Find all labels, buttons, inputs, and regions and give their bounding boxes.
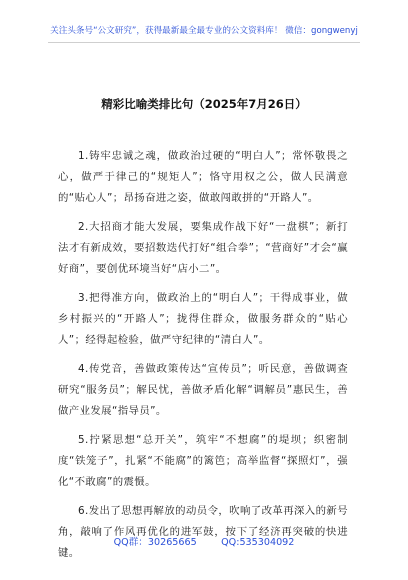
- paragraph-1: 1.铸牢忠诚之魂，做政治过硬的“明白人”；常怀敬畏之心，做严于律己的“规矩人”；恪守用权之公，做人民满意的“贴心人”；昂扬奋进之姿，做敢闯敢拼的“开路人”。: [58, 150, 348, 204]
- paragraph-2: 2.大招商才能大发展，要集成作战下好“一盘棋”；新打法才有新成效，要招数迭代打好“组合拳”；“营商好”才会“赢好商”，要创优环境当好“店小二”。: [58, 221, 348, 275]
- document-body: [58, 146, 348, 572]
- footer-contact: QQ群：30265665 QQ:535304092: [113, 537, 295, 548]
- document-title: 精彩比喻类排比句（2025年7月26日）: [101, 97, 307, 111]
- paragraph-3: 3.把得准方向，做政治上的“明白人”；干得成事业，做乡村振兴的“开路人”；拢得住群众，做服务群众的“贴心人”；经得起检验，做严守纪律的“清白人”。: [58, 292, 348, 346]
- paragraph-4: 4.传党音，善做政策传达“宣传员”；听民意，善做调查研究“服务员”；解民忧，善做矛盾化解“调解员”惠民生，善做产业发展“指导员”。: [58, 363, 348, 417]
- paragraph-5: 5.拧紧思想“总开关”，筑牢“不想腐”的堤坝；织密制度“铁笼子”，扎紧“不能腐”的篱笆；高举监督“探照灯”，强化“不敢腐”的震慑。: [58, 434, 348, 488]
- paragraph-6: 6.发出了思想再解放的动员令，吹响了改革再深入的新号角，敲响了作风再优化的进军鼓，按下了经济再突破的快进键。: [58, 505, 348, 559]
- header-notice: 关注头条号“公文研究”，获得最新最全最专业的公文资料库！ 微信：gongwenyj: [50, 26, 358, 36]
- header-divider: [48, 42, 360, 43]
